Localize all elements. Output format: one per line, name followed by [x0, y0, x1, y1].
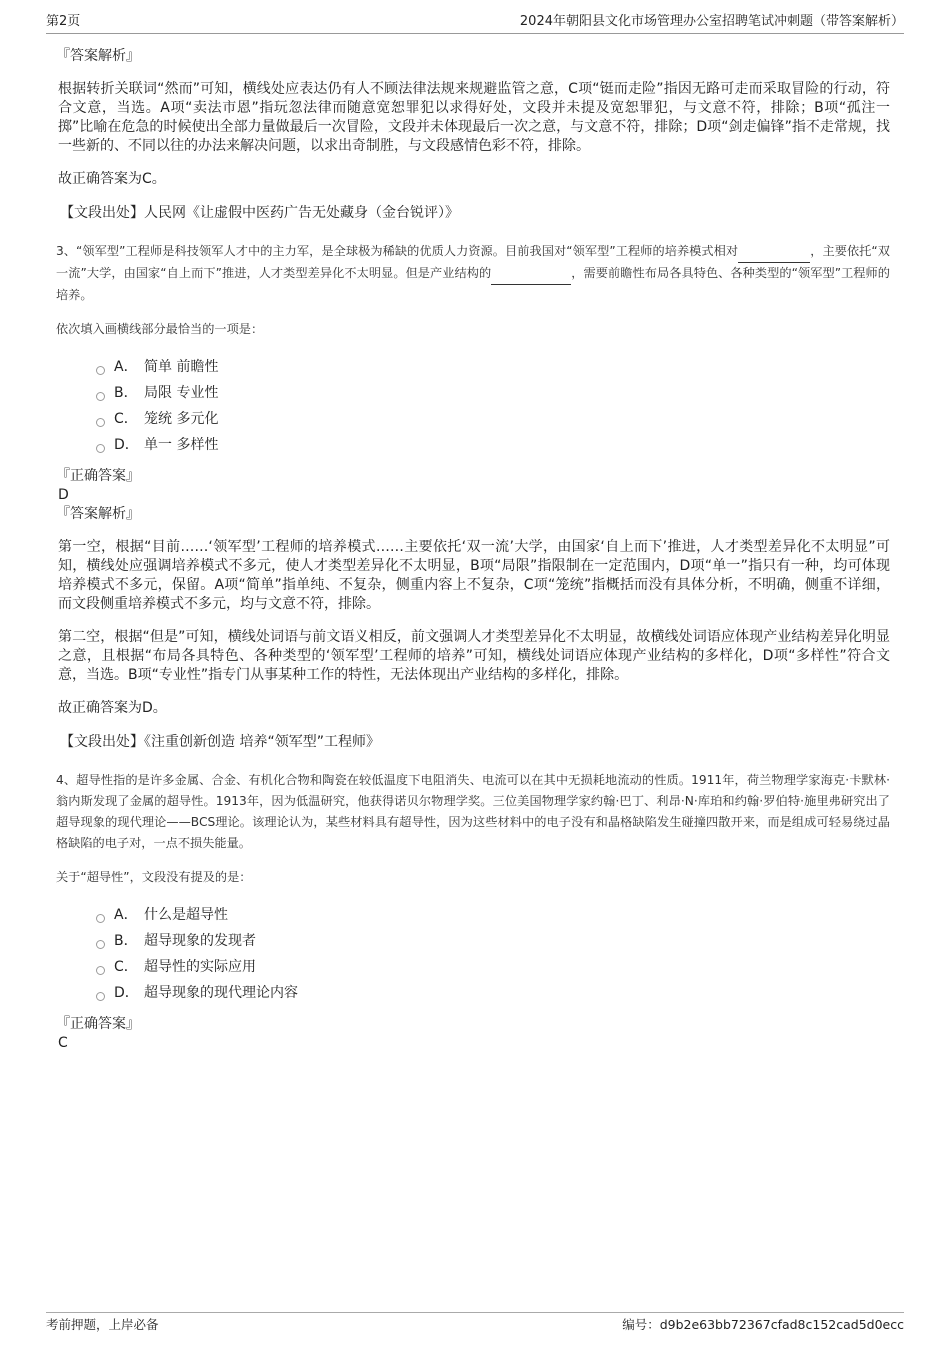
- option-letter: A．: [114, 907, 138, 923]
- correct-answer-heading: 『正确答案』: [56, 468, 140, 484]
- correct-answer-heading: 『正确答案』: [56, 1016, 140, 1032]
- option-letter: A．: [114, 359, 138, 375]
- option-list: [96, 902, 890, 1006]
- radio-icon[interactable]: [96, 966, 105, 975]
- question-prompt: 关于“超导性”，文段没有提及的是：: [56, 870, 252, 884]
- question-stem: 4、超导性指的是许多金属、合金、有机化合物和陶瓷在较低温度下电阻消失、电流可以在其中无损耗地流动的性质。1911年，荷兰物理学家海克·卡默林·翁内斯发现了金属的超导性。1913年，因为低温研究，他获得诺贝尔物理学奖。三位美国物理学家约翰·巴丁、利昂·N·库珀和约翰·罗伯特·施里弗研究出了超导现象的现代理论——BCS理论。该理论认为，某些材料具有超导性，因为这些材料中的电子没有和晶格缺陷发生碰撞四散开来，而是组成可轻易绕过晶格缺陷的电子对，一点不损失能量。: [56, 773, 890, 850]
- option-b[interactable]: [96, 380, 890, 406]
- radio-icon[interactable]: [96, 992, 105, 1001]
- stem-part-2: ，主要依托“双一流”大学，由国家“自上而下”推进，人才类型差异化不太明显。但是产业结构的: [56, 244, 890, 280]
- analysis-paragraph-1: 第一空，根据“目前……‘领军型’工程师的培养模式……主要依托‘双一流’大学，由国家‘自上而下’推进，人才类型差异化不太明显”可知，横线处应强调培养模式不多元，使人才类型差异化不太明显，B项“局限”指限制在一定范围内，D项“单一”指只有一种，均可体现培养模式不多元，保留。A项“简单”指单纯、不复杂，侧重内容上不复杂，C项“笼统”指概括而没有具体分析，不明确，侧重不详细，而文段侧重培养模式不多元，均与文意不符，排除。: [58, 539, 890, 612]
- option-a[interactable]: [96, 902, 890, 928]
- passage-source: 【文段出处】人民网《让虚假中医药广告无处藏身（金台锐评）》: [60, 205, 459, 221]
- radio-icon[interactable]: [96, 418, 105, 427]
- option-text: 什么是超导性: [144, 907, 228, 923]
- option-c[interactable]: [96, 406, 890, 432]
- answer-conclusion: 故正确答案为C。: [58, 171, 166, 187]
- radio-icon[interactable]: [96, 940, 105, 949]
- option-c[interactable]: [96, 954, 890, 980]
- page-header: [46, 13, 904, 34]
- analysis-heading: 『答案解析』: [56, 48, 140, 64]
- answer-conclusion: 故正确答案为D。: [58, 700, 167, 716]
- option-letter: B．: [114, 385, 138, 401]
- question-4: [56, 770, 890, 1052]
- option-letter: C．: [114, 411, 138, 427]
- option-text: 笼统 多元化: [144, 411, 219, 427]
- option-list: [96, 354, 890, 458]
- option-text: 单一 多样性: [144, 437, 219, 453]
- fill-blank-2: [491, 263, 571, 285]
- stem-part-1: 3、“领军型”工程师是科技领军人才中的主力军，是全球极为稀缺的优质人力资源。目前我国对“领军型”工程师的培养模式相对: [56, 244, 739, 258]
- document-title: 2024年朝阳县文化市场管理办公室招聘笔试冲刺题（带答案解析）: [519, 14, 904, 29]
- option-letter: B．: [114, 933, 138, 949]
- option-d[interactable]: [96, 980, 890, 1006]
- analysis-heading: 『答案解析』: [56, 506, 140, 522]
- option-text: 超导现象的现代理论内容: [144, 985, 298, 1001]
- option-d[interactable]: [96, 432, 890, 458]
- page-number: 第2页: [46, 14, 81, 29]
- option-text: 局限 专业性: [144, 385, 219, 401]
- stem-part-3: ，需要前瞻性布局各具特色、各种类型的“领军型”工程师的培养。: [56, 266, 890, 302]
- question-3: [56, 241, 890, 752]
- radio-icon[interactable]: [96, 914, 105, 923]
- page-content: [56, 46, 890, 1052]
- radio-icon[interactable]: [96, 444, 105, 453]
- page-footer: [46, 1312, 904, 1335]
- option-b[interactable]: [96, 928, 890, 954]
- correct-answer-value: C: [58, 1035, 68, 1051]
- question-prompt: 依次填入画横线部分最恰当的一项是：: [56, 322, 264, 336]
- option-letter: C．: [114, 959, 138, 975]
- option-text: 超导性的实际应用: [144, 959, 256, 975]
- footer-slogan: 考前押题，上岸必备: [46, 1317, 159, 1332]
- correct-answer-value: D: [58, 487, 69, 503]
- fill-blank-1: [738, 241, 810, 263]
- analysis-paragraph-2: 第二空，根据“但是”可知，横线处词语与前文语义相反，前文强调人才类型差异化不太明显，故横线处词语应体现产业结构差异化明显之意，且根据“布局各具特色、各种类型的‘领军型’工程师的培养”可知，横线处词语应体现产业结构的多样化，D项“多样性”符合文意，当选。B项“专业性”指专门从事某种工作的特性，无法体现出产业结构的多样化，排除。: [58, 629, 890, 683]
- option-text: 简单 前瞻性: [144, 359, 219, 375]
- option-text: 超导现象的发现者: [144, 933, 256, 949]
- option-letter: D．: [114, 437, 139, 453]
- question-stem: [56, 241, 890, 306]
- option-letter: D．: [114, 985, 139, 1001]
- analysis-paragraph: 根据转折关联词“然而”可知，横线处应表达仍有人不顾法律法规来规避监管之意，C项“铤而走险”指因无路可走而采取冒险的行动，符合文意，当选。A项“卖法市恩”指玩忽法律而随意宽恕罪犯以求得好处，文段并未提及宽恕罪犯，与文意不符，排除；B项“孤注一掷”比喻在危急的时候使出全部力量做最后一次冒险，文段并未体现最后一次之意，与文意不符，排除；D项“剑走偏锋”指不走常规，找一些新的、不同以往的办法来解决问题，以求出奇制胜，与文段感情色彩不符，排除。: [58, 81, 890, 154]
- radio-icon[interactable]: [96, 366, 105, 375]
- passage-source: 【文段出处】《注重创新创造 培养“领军型”工程师》: [60, 734, 380, 750]
- option-a[interactable]: [96, 354, 890, 380]
- document-serial: 编号：d9b2e63bb72367cfad8c152cad5d0ecc: [622, 1317, 904, 1332]
- radio-icon[interactable]: [96, 392, 105, 401]
